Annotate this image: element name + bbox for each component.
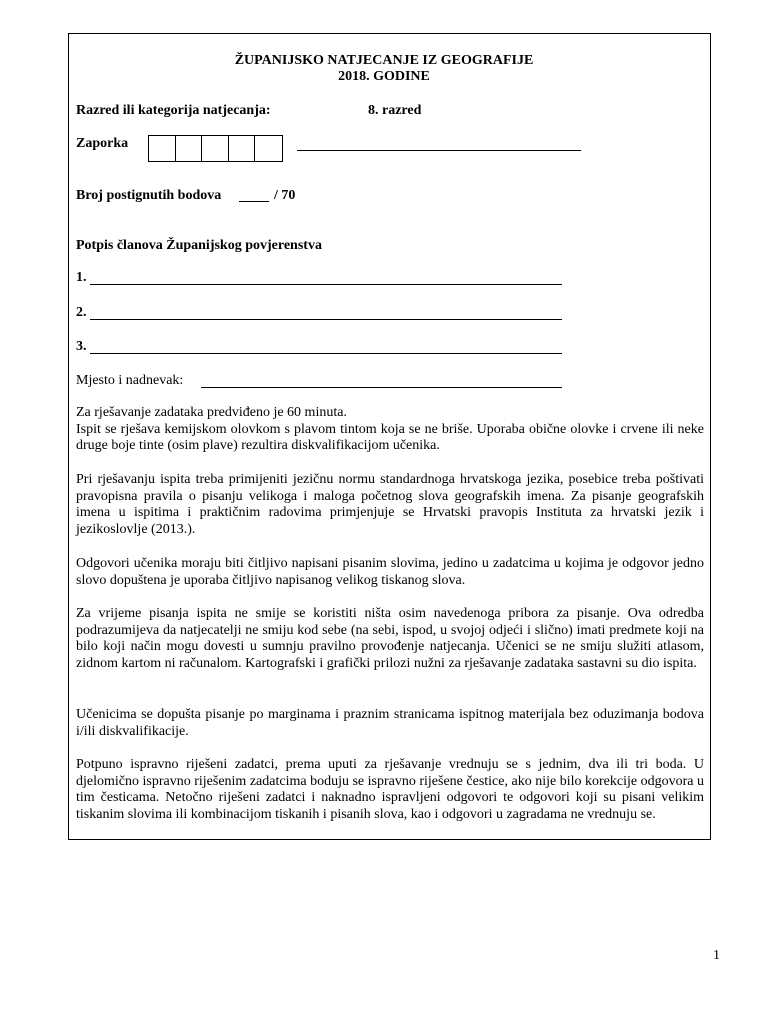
code-box[interactable]	[255, 136, 282, 161]
points-max: / 70	[274, 188, 296, 203]
points-label: Broj postignutih bodova	[76, 188, 222, 203]
committee-label: Potpis članova Županijskog povjerenstva	[76, 238, 322, 253]
place-date-line[interactable]	[201, 387, 562, 388]
points-blank[interactable]	[239, 201, 269, 202]
instructions-paragraph-6: Potpuno ispravno riješeni zadatci, prema uputi za rješavanje vrednuju se s jednim, dva ili tri boda. U djelomično ispravno riješenim zadatcima boduju se ispravno riješene čestice, ako nije bilo korekcije odgovora u tim česticama. Netočno riješeni zadatci i naknadno ispravljeni odgovori te odgovori koji su pisani velikim tiskanim slovima ili kombinacijom tiskanih i pisanih slova, kao i odgovori u zagradama ne vrednuju se.	[76, 757, 704, 823]
signature-1-label: 1.	[76, 270, 87, 285]
signature-2-line[interactable]	[90, 319, 562, 320]
category-value: 8. razred	[368, 103, 422, 118]
signature-2-label: 2.	[76, 305, 87, 320]
title-line-2: 2018. GODINE	[338, 69, 430, 84]
code-box[interactable]	[202, 136, 229, 161]
code-box[interactable]	[229, 136, 256, 161]
instructions-time: Za rješavanje zadataka predviđeno je 60 minuta.	[76, 405, 347, 420]
title-line-1: ŽUPANIJSKO NATJECANJE IZ GEOGRAFIJE	[234, 53, 534, 68]
instructions-paragraph-5: Učenicima se dopušta pisanje po marginama i praznim stranicama ispitnog materijala bez oduzimanja bodova i/ili diskvalifikacije.	[76, 707, 704, 739]
code-boxes[interactable]	[148, 135, 283, 162]
signature-3-line[interactable]	[90, 353, 562, 354]
code-box[interactable]	[149, 136, 176, 161]
instructions-pen: Ispit se rješava kemijskom olovkom s plavom tintom koja se ne briše. Uporaba obične olovke i crvene ili neke druge boje tinte (osim plave) rezultira diskvalifikacijom učenika.	[76, 421, 704, 454]
code-box[interactable]	[176, 136, 203, 161]
instructions-paragraph-2: Pri rješavanju ispita treba primijeniti jezičnu normu standardnoga hrvatskoga jezika, posebice treba poštivati pravopisna pravila o pisanju velikoga i maloga početnog slova geografskih imena. Za pisanje geografskih imena u ispitima i praktičnim radovima primjenjuje se Hrvatski pravopis Instituta za hrvatski jezik i jezikoslovlje (2013.).	[76, 472, 704, 538]
signature-3-label: 3.	[76, 339, 87, 354]
page-number: 1	[713, 948, 720, 963]
code-line[interactable]	[297, 150, 581, 151]
instructions-paragraph-4: Za vrijeme pisanja ispita ne smije se koristiti ništa osim navedenoga pribora za pisanje. Ova odredba podrazumijeva da natjecatelji ne smiju kod sebe (na sebi, ispod, u svojoj odjeći i slično) imati predmete koji na bilo koji način mogu dovesti u sumnju pravilno provođenje natjecanja. Učenici se ne smiju služiti atlasom, zidnom kartom ni računalom. Kartografski i grafički prilozi nužni za rješavanje zadataka sastavni su dio ispita.	[76, 606, 704, 672]
code-label: Zaporka	[76, 136, 129, 151]
instructions-paragraph-1	[76, 405, 704, 455]
instructions-paragraph-3: Odgovori učenika moraju biti čitljivo napisani pisanim slovima, jedino u zadatcima u kojima je odgovor jedno slovo dopuštena je uporaba čitljivo napisanog velikog tiskanog slova.	[76, 556, 704, 588]
category-label: Razred ili kategorija natjecanja:	[76, 103, 271, 118]
place-date-label: Mjesto i nadnevak:	[76, 373, 184, 388]
signature-1-line[interactable]	[90, 284, 562, 285]
